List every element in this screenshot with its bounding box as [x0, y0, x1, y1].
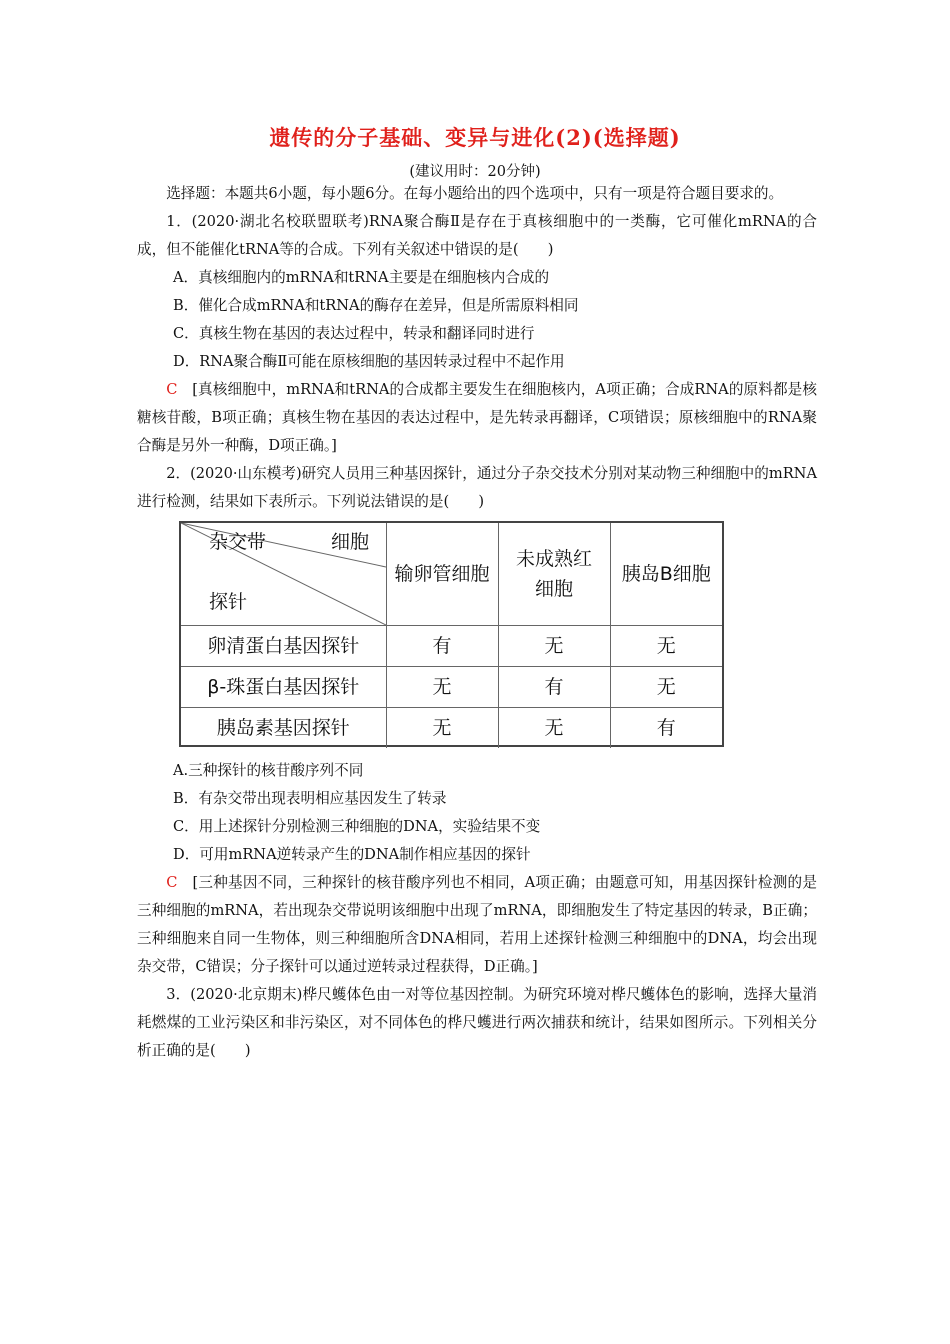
corner-label-hybrid-band: 杂交带	[209, 531, 267, 553]
table-cell: 无	[498, 625, 610, 666]
question-2-option-d: D．可用mRNA逆转录产生的DNA制作相应基因的探针	[173, 846, 531, 863]
table-row	[181, 707, 722, 748]
table-cell: 无	[610, 625, 722, 666]
table-cell: 无	[610, 666, 722, 707]
question-2-option-c: C．用上述探针分别检测三种细胞的DNA，实验结果不变	[173, 818, 541, 835]
table-cell: 无	[386, 707, 498, 748]
question-1-option-b: B．催化合成mRNA和tRNA的酶存在差异，但是所需原料相同	[173, 297, 579, 314]
instructions: 选择题：本题共6小题，每小题6分。在每小题给出的四个选项中，只有一项是符合题目要求的。	[166, 185, 784, 202]
table-corner-cell	[181, 523, 386, 625]
page-title: 遗传的分子基础、变异与进化(2)(选择题)	[269, 125, 681, 150]
corner-label-cell: 细胞	[331, 531, 370, 553]
row-label: β-珠蛋白基因探针	[181, 666, 386, 707]
question-1-stem: 1．(2020·湖北名校联盟联考)RNA聚合酶Ⅱ是存在于真核细胞中的一类酶，它可催化mRNA的合成，但不能催化tRNA等的合成。下列有关叙述中错误的是( )	[137, 213, 817, 258]
column-header-text: 未成熟红细胞	[515, 547, 592, 600]
table-cell: 有	[610, 707, 722, 748]
question-2-option-a: A.三种探针的核苷酸序列不同	[173, 762, 364, 779]
column-header: 胰岛B细胞	[610, 523, 722, 625]
row-label: 卵清蛋白基因探针	[181, 625, 386, 666]
question-1-option-d: D．RNA聚合酶Ⅱ可能在原核细胞的基因转录过程中不起作用	[173, 353, 565, 370]
question-1-solution	[137, 376, 817, 460]
question-1-option-c: C．真核生物在基因的表达过程中，转录和翻译同时进行	[173, 325, 535, 342]
table-cell: 有	[386, 625, 498, 666]
column-header	[498, 523, 610, 625]
question-1-explanation: [真核细胞中，mRNA和tRNA的合成都主要发生在细胞核内，A项正确；合成RNA的原料都是核糖核苷酸，B项正确；真核生物在基因的表达过程中，是先转录再翻译，C项错误；原核细胞中的RNA聚合酶是另外一种酶，D项正确。]	[137, 381, 817, 454]
table-row	[181, 625, 722, 666]
table-cell: 无	[386, 666, 498, 707]
hybridization-table	[179, 521, 724, 747]
question-3-stem: 3．(2020·北京期末)桦尺蠖体色由一对等位基因控制。为研究环境对桦尺蠖体色的影响，选择大量消耗燃煤的工业污染区和非污染区，对不同体色的桦尺蠖进行两次捕获和统计，结果如图所示。下列相关分析正确的是( )	[137, 986, 817, 1059]
question-2-solution	[137, 869, 817, 981]
corner-label-probe: 探针	[209, 591, 248, 613]
question-2-answer: C	[166, 874, 178, 891]
table-cell: 无	[498, 707, 610, 748]
column-header: 输卵管细胞	[386, 523, 498, 625]
suggested-time: (建议用时：20分钟)	[409, 164, 541, 180]
question-1-option-a: A．真核细胞内的mRNA和tRNA主要是在细胞核内合成的	[173, 269, 550, 286]
question-1-answer: C	[166, 381, 178, 398]
content-body	[137, 180, 817, 1065]
table-row	[181, 666, 722, 707]
question-2-stem: 2．(2020·山东模考)研究人员用三种基因探针，通过分子杂交技术分别对某动物三种细胞中的mRNA进行检测，结果如下表所示。下列说法错误的是( )	[137, 465, 817, 510]
question-2-option-b: B．有杂交带出现表明相应基因发生了转录	[173, 790, 447, 807]
question-2-explanation: [三种基因不同，三种探针的核苷酸序列也不相同，A项正确；由题意可知，用基因探针检测的是三种细胞的mRNA，若出现杂交带说明该细胞中出现了mRNA，即细胞发生了特定基因的转录，B正确；三种细胞来自同一生物体，则三种细胞所含DNA相同，若用上述探针检测三种细胞中的DNA，均会出现杂交带，C错误；分子探针可以通过逆转录过程获得，D正确。]	[137, 874, 817, 975]
table-cell: 有	[498, 666, 610, 707]
row-label: 胰岛素基因探针	[181, 707, 386, 748]
